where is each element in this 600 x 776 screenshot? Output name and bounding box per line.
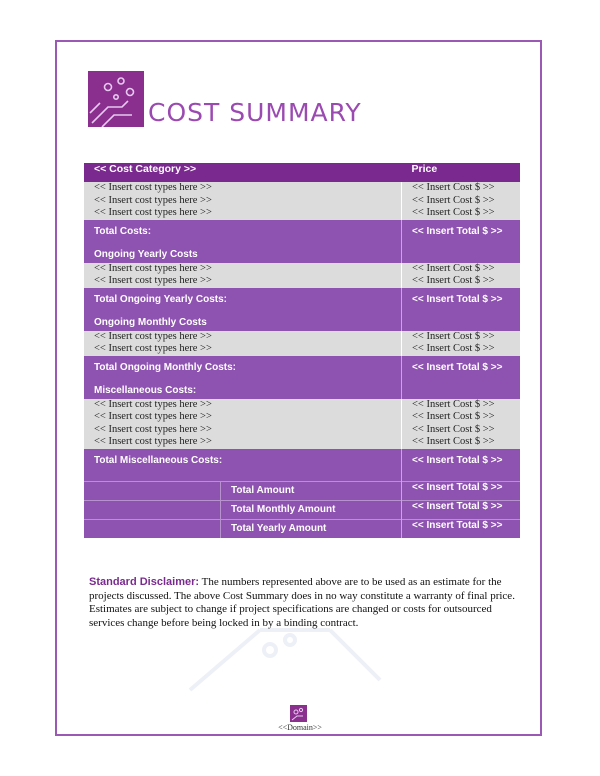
cost-type-item: << Insert cost types here >> [94, 275, 212, 286]
table-header-row [84, 163, 520, 182]
cost-type-item: << Insert cost types here >> [94, 411, 212, 422]
section-heading: Miscellaneous Costs: [94, 384, 197, 396]
section-total-cell [84, 220, 402, 263]
section-total-value: << Insert Total $ >> [412, 454, 503, 466]
grand-total-label: Total Monthly Amount [231, 504, 336, 515]
cost-type-item: << Insert cost types here >> [94, 182, 212, 193]
cost-type-cell [84, 182, 402, 220]
grand-total-label-cell [84, 500, 402, 519]
section-total-cell [84, 449, 402, 482]
cost-price-item: << Insert Cost $ >> [412, 275, 495, 286]
grand-total-row [84, 500, 520, 519]
cost-type-cell [84, 399, 402, 449]
section-total-row [84, 220, 520, 263]
section-total-value-cell [402, 356, 521, 399]
section-total-label: Total Ongoing Monthly Costs: [94, 361, 237, 373]
section-total-cell [84, 356, 402, 399]
header-price: Price [402, 163, 521, 182]
section-total-row [84, 449, 520, 482]
section-heading: Ongoing Yearly Costs [94, 248, 198, 260]
cost-price-item: << Insert Cost $ >> [412, 436, 495, 447]
grand-total-value: << Insert Total $ >> [402, 519, 521, 538]
cost-price-cell [402, 331, 521, 356]
footer-domain: <<Domain>> [278, 723, 322, 732]
cost-price-cell [402, 182, 521, 220]
footer-logo [290, 705, 307, 722]
cost-type-item: << Insert cost types here >> [94, 436, 212, 447]
grand-total-row [84, 519, 520, 538]
cost-price-item: << Insert Cost $ >> [412, 398, 495, 410]
cost-items-row [84, 182, 520, 220]
section-total-value: << Insert Total $ >> [412, 361, 503, 373]
header-category: << Cost Category >> [84, 163, 402, 182]
cost-items-row [84, 263, 520, 288]
grand-total-value: << Insert Total $ >> [402, 500, 521, 519]
cost-type-item: << Insert cost types here >> [94, 343, 212, 354]
grand-total-label-cell [84, 481, 402, 500]
cost-type-cell [84, 331, 402, 356]
section-total-value-cell [402, 288, 521, 331]
section-total-value: << Insert Total $ >> [412, 225, 503, 237]
cost-type-item: << Insert cost types here >> [94, 194, 212, 206]
cost-price-cell [402, 399, 521, 449]
section-total-label: Total Ongoing Yearly Costs: [94, 293, 227, 305]
cost-items-row [84, 399, 520, 449]
grand-total-label: Total Yearly Amount [231, 523, 327, 534]
cost-type-item: << Insert cost types here >> [94, 207, 212, 218]
section-heading: Ongoing Monthly Costs [94, 316, 207, 328]
page-title: COST SUMMARY [148, 98, 362, 127]
cost-price-item: << Insert Cost $ >> [412, 262, 495, 274]
cost-type-item: << Insert cost types here >> [94, 423, 212, 435]
cost-price-item: << Insert Cost $ >> [412, 182, 495, 193]
section-total-label: Total Miscellaneous Costs: [94, 454, 223, 466]
section-total-cell [84, 288, 402, 331]
cost-price-item: << Insert Cost $ >> [412, 330, 495, 342]
cost-price-item: << Insert Cost $ >> [412, 194, 495, 206]
grand-total-label-cell [84, 519, 402, 538]
standard-disclaimer [89, 576, 519, 630]
cost-items-row [84, 331, 520, 356]
cost-type-item: << Insert cost types here >> [94, 262, 212, 274]
section-total-value-cell [402, 449, 521, 482]
cost-price-item: << Insert Cost $ >> [412, 411, 495, 422]
grand-total-label: Total Amount [231, 485, 295, 496]
grand-total-row [84, 481, 520, 500]
section-total-value-cell [402, 220, 521, 263]
cost-type-cell [84, 263, 402, 288]
cost-summary-table [84, 163, 520, 538]
brand-logo [88, 71, 144, 127]
section-total-row [84, 288, 520, 331]
disclaimer-text: The numbers represented above are to be used as an estimate for the projects discussed. The above Cost Summary does in no way constitute a warranty of final price. Estimates are subject to change if project specifications are changed or costs for outsourced services change before being locked in by a binding contract. [89, 576, 515, 629]
cost-price-cell [402, 263, 521, 288]
grand-total-value: << Insert Total $ >> [402, 481, 521, 500]
cost-price-item: << Insert Cost $ >> [412, 207, 495, 218]
cost-price-item: << Insert Cost $ >> [412, 343, 495, 354]
section-total-label: Total Costs: [94, 225, 152, 237]
section-total-value: << Insert Total $ >> [412, 293, 503, 305]
cost-type-item: << Insert cost types here >> [94, 330, 212, 342]
cost-price-item: << Insert Cost $ >> [412, 423, 495, 435]
section-total-row [84, 356, 520, 399]
cost-type-item: << Insert cost types here >> [94, 398, 212, 410]
disclaimer-label: Standard Disclaimer: [89, 576, 200, 588]
